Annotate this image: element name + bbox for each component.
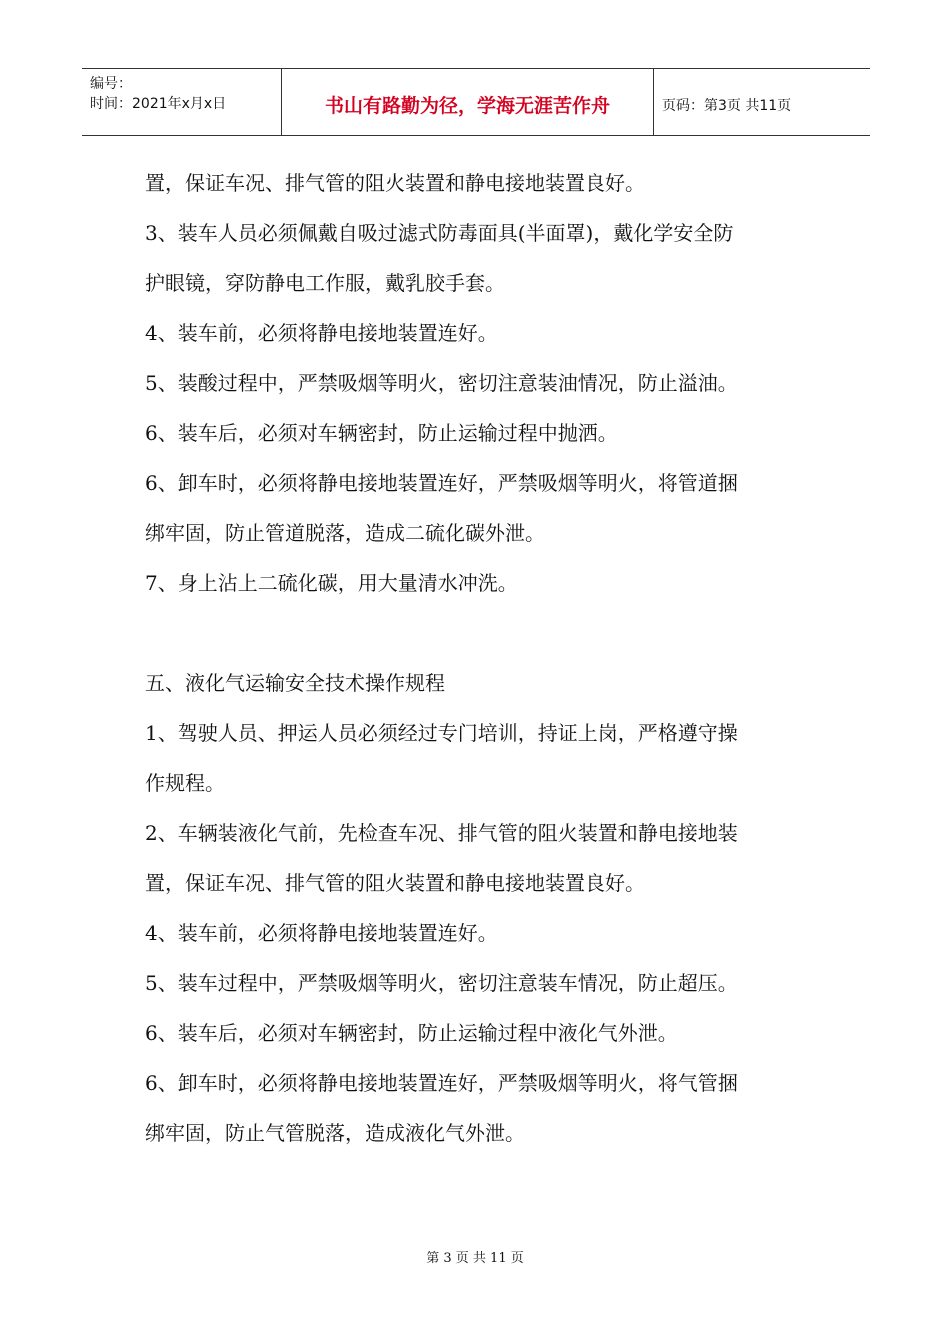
paragraph-line: 置，保证车况、排气管的阻火装置和静电接地装置良好。 — [145, 871, 645, 895]
header-left-cell — [82, 69, 282, 135]
page-footer: 第 3 页 共 11 页 — [426, 1251, 524, 1266]
paragraph-gap — [145, 608, 825, 658]
paragraph-line: 2、车辆装液化气前，先检查车况、排气管的阻火装置和静电接地装 — [145, 821, 738, 845]
header-page-info: 页码：第3页 共11页 — [662, 98, 792, 114]
section-title: 五、液化气运输安全技术操作规程 — [145, 671, 445, 695]
paragraph-line: 绑牢固，防止气管脱落，造成液化气外泄。 — [145, 1121, 525, 1145]
paragraph-line: 护眼镜，穿防静电工作服，戴乳胶手套。 — [145, 271, 505, 295]
paragraph-line: 5、装车过程中，严禁吸烟等明火，密切注意装车情况，防止超压。 — [145, 971, 738, 995]
paragraph-line: 5、装酸过程中，严禁吸烟等明火，密切注意装油情况，防止溢油。 — [145, 371, 738, 395]
paragraph-line: 6、卸车时，必须将静电接地装置连好，严禁吸烟等明火，将管道捆 — [145, 471, 738, 495]
paragraph-line: 绑牢固，防止管道脱落，造成二硫化碳外泄。 — [145, 521, 545, 545]
serial-number-label: 编号： — [90, 76, 132, 92]
paragraph-line: 4、装车前，必须将静电接地装置连好。 — [145, 921, 498, 945]
paragraph-line: 6、装车后，必须对车辆密封，防止运输过程中液化气外泄。 — [145, 1021, 678, 1045]
paragraph-line: 1、驾驶人员、押运人员必须经过专门培训，持证上岗，严格遵守操 — [145, 721, 738, 745]
paragraph-line: 6、装车后，必须对车辆密封，防止运输过程中抛洒。 — [145, 421, 618, 445]
header-motto: 书山有路勤为径，学海无涯苦作舟 — [324, 95, 610, 117]
paragraph-line: 3、装车人员必须佩戴自吸过滤式防毒面具(半面罩)，戴化学安全防 — [145, 221, 734, 245]
paragraph-line: 4、装车前，必须将静电接地装置连好。 — [145, 321, 498, 345]
document-body — [145, 158, 825, 1158]
time-label: 时间：2021年x月x日 — [90, 96, 227, 112]
paragraph-line: 作规程。 — [145, 771, 225, 795]
header-right-cell — [654, 69, 870, 135]
paragraph-line: 7、身上沾上二硫化碳，用大量清水冲洗。 — [145, 571, 518, 595]
paragraph-line: 6、卸车时，必须将静电接地装置连好，严禁吸烟等明火，将气管捆 — [145, 1071, 738, 1095]
header-middle-cell — [282, 69, 654, 135]
paragraph-line: 置，保证车况、排气管的阻火装置和静电接地装置良好。 — [145, 171, 645, 195]
page-header — [82, 68, 870, 136]
